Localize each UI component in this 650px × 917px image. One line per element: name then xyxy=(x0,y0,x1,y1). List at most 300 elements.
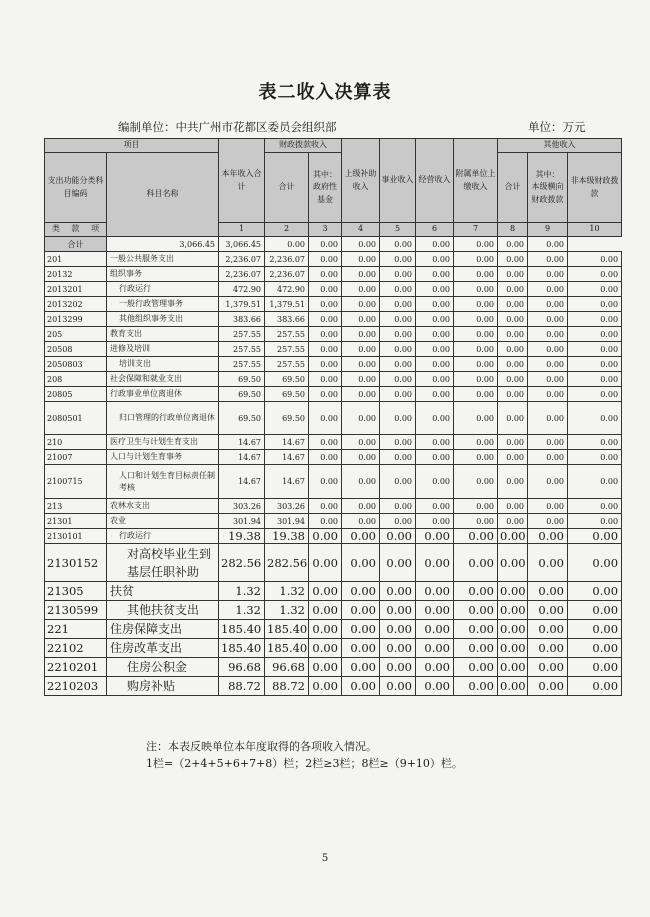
value-cell: 0.00 xyxy=(528,658,568,677)
value-cell: 0.00 xyxy=(380,658,416,677)
value-cell: 0.00 xyxy=(380,620,416,639)
value-cell: 257.55 xyxy=(265,357,309,372)
table-row xyxy=(45,658,622,677)
header-fiscal-gov-fund: 其中：政府性基金 xyxy=(309,153,342,223)
value-cell: 0.00 xyxy=(528,514,568,529)
value-cell: 0.00 xyxy=(528,601,568,620)
value-cell: 2,236.07 xyxy=(219,267,265,282)
value-cell: 0.00 xyxy=(498,639,528,658)
subject-code: 201 xyxy=(45,252,107,267)
value-cell: 0.00 xyxy=(528,387,568,402)
header-attached: 附属单位上缴收入 xyxy=(454,139,498,223)
value-cell: 2,236.07 xyxy=(219,252,265,267)
subject-name: 对高校毕业生到基层任职补助 xyxy=(107,544,219,582)
value-cell: 0.00 xyxy=(380,252,416,267)
value-cell: 0.00 xyxy=(568,372,622,387)
value-cell: 0.00 xyxy=(568,450,622,465)
value-cell: 0.00 xyxy=(342,402,380,435)
header-kind-lei: 类 xyxy=(51,224,60,234)
value-cell: 0.00 xyxy=(528,267,568,282)
table-row xyxy=(45,529,622,544)
value-cell: 0.00 xyxy=(498,312,528,327)
value-cell: 0.00 xyxy=(454,435,498,450)
value-cell: 0.00 xyxy=(309,252,342,267)
subject-name: 住房改革支出 xyxy=(107,639,219,658)
value-cell: 1.32 xyxy=(219,582,265,601)
col-num-10: 10 xyxy=(568,223,622,237)
table-row xyxy=(45,465,622,499)
value-cell: 257.55 xyxy=(219,357,265,372)
value-cell: 0.00 xyxy=(498,435,528,450)
header-same-level xyxy=(528,153,568,223)
value-cell: 282.56 xyxy=(265,544,309,582)
value-cell: 0.00 xyxy=(380,677,416,696)
value-cell: 0.00 xyxy=(568,499,622,514)
value-cell: 0.00 xyxy=(416,282,454,297)
value-cell: 0.00 xyxy=(568,312,622,327)
value-cell: 0.00 xyxy=(342,387,380,402)
value-cell: 0.00 xyxy=(568,435,622,450)
subject-name: 其他扶贫支出 xyxy=(107,601,219,620)
value-cell: 0.00 xyxy=(342,499,380,514)
value-cell: 0.00 xyxy=(528,282,568,297)
value-cell: 0.00 xyxy=(342,267,380,282)
value-cell: 0.00 xyxy=(309,402,342,435)
value-cell: 0.00 xyxy=(342,327,380,342)
value-cell: 0.00 xyxy=(416,639,454,658)
value-cell: 257.55 xyxy=(265,342,309,357)
value-cell: 0.00 xyxy=(380,435,416,450)
value-cell: 0.00 xyxy=(498,252,528,267)
value-cell: 14.67 xyxy=(219,450,265,465)
value-cell: 0.00 xyxy=(380,402,416,435)
value-cell: 0.00 xyxy=(454,372,498,387)
subject-code: 2130599 xyxy=(45,601,107,620)
value-cell: 0.00 xyxy=(454,514,498,529)
value-cell: 14.67 xyxy=(265,450,309,465)
value-cell: 0.00 xyxy=(568,658,622,677)
header-non-same-level: 非本级财政拨款 xyxy=(568,153,622,223)
subject-code: 2013299 xyxy=(45,312,107,327)
value-cell: 383.66 xyxy=(265,312,309,327)
value-cell: 0.00 xyxy=(309,297,342,312)
value-cell: 0.00 xyxy=(309,582,342,601)
value-cell: 0.00 xyxy=(342,465,380,499)
value-cell: 0.00 xyxy=(416,514,454,529)
col-num-4: 4 xyxy=(342,223,380,237)
value-cell: 0.00 xyxy=(380,450,416,465)
value-cell: 69.50 xyxy=(265,402,309,435)
value-cell: 0.00 xyxy=(309,450,342,465)
subject-code: 2210201 xyxy=(45,658,107,677)
value-cell: 14.67 xyxy=(219,465,265,499)
value-cell: 0.00 xyxy=(309,327,342,342)
subject-code: 210 xyxy=(45,435,107,450)
value-cell: 0.00 xyxy=(528,620,568,639)
value-cell: 0.00 xyxy=(454,677,498,696)
value-cell: 0.00 xyxy=(342,514,380,529)
value-cell: 0.00 xyxy=(498,582,528,601)
value-cell: 0.00 xyxy=(416,435,454,450)
subject-name: 行政事业单位离退休 xyxy=(107,387,219,402)
value-cell: 0.00 xyxy=(416,297,454,312)
value-cell: 0.00 xyxy=(568,297,622,312)
table-row xyxy=(45,252,622,267)
value-cell: 0.00 xyxy=(454,450,498,465)
value-cell: 0.00 xyxy=(342,282,380,297)
value-cell: 0.00 xyxy=(309,529,342,544)
value-cell: 257.55 xyxy=(219,342,265,357)
value-cell: 0.00 xyxy=(309,372,342,387)
value-cell: 0.00 xyxy=(498,514,528,529)
value-cell: 0.00 xyxy=(416,601,454,620)
subject-code: 21301 xyxy=(45,514,107,529)
value-cell: 0.00 xyxy=(568,252,622,267)
value-cell: 472.90 xyxy=(265,282,309,297)
header-upper: 上级补助收入 xyxy=(342,139,380,223)
subject-name: 农林水支出 xyxy=(107,499,219,514)
value-cell: 0.00 xyxy=(528,582,568,601)
value-cell: 0.00 xyxy=(416,327,454,342)
value-cell: 0.00 xyxy=(454,297,498,312)
subject-code: 2100715 xyxy=(45,465,107,499)
value-cell: 0.00 xyxy=(528,544,568,582)
value-cell: 0.00 xyxy=(498,465,528,499)
table-row xyxy=(45,450,622,465)
value-cell: 0.00 xyxy=(528,639,568,658)
value-cell: 19.38 xyxy=(219,529,265,544)
value-cell: 0.00 xyxy=(498,499,528,514)
value-cell: 0.00 xyxy=(528,342,568,357)
table-row xyxy=(45,282,622,297)
total-label: 合计 xyxy=(45,237,107,252)
table-row xyxy=(45,387,622,402)
value-cell: 0.00 xyxy=(380,529,416,544)
subject-name: 进修及培训 xyxy=(107,342,219,357)
total-cell: 0.00 xyxy=(342,237,380,252)
table-row xyxy=(45,514,622,529)
value-cell: 0.00 xyxy=(528,252,568,267)
col-num-2: 2 xyxy=(265,223,309,237)
table-row xyxy=(45,357,622,372)
value-cell: 0.00 xyxy=(416,252,454,267)
value-cell: 301.94 xyxy=(219,514,265,529)
value-cell: 0.00 xyxy=(416,529,454,544)
value-cell: 0.00 xyxy=(528,372,568,387)
value-cell: 0.00 xyxy=(454,402,498,435)
value-cell: 0.00 xyxy=(568,282,622,297)
value-cell: 69.50 xyxy=(219,387,265,402)
table-row xyxy=(45,582,622,601)
value-cell: 0.00 xyxy=(342,312,380,327)
value-cell: 1,379.51 xyxy=(265,297,309,312)
value-cell: 185.40 xyxy=(265,620,309,639)
value-cell: 0.00 xyxy=(498,544,528,582)
value-cell: 0.00 xyxy=(309,465,342,499)
value-cell: 0.00 xyxy=(454,342,498,357)
value-cell: 1,379.51 xyxy=(219,297,265,312)
value-cell: 0.00 xyxy=(342,450,380,465)
subject-name: 组织事务 xyxy=(107,267,219,282)
value-cell: 0.00 xyxy=(498,402,528,435)
value-cell: 0.00 xyxy=(568,639,622,658)
subject-code: 2080501 xyxy=(45,402,107,435)
total-cell: 0.00 xyxy=(528,237,568,252)
subject-code: 2013201 xyxy=(45,282,107,297)
value-cell: 0.00 xyxy=(416,677,454,696)
table-row xyxy=(45,402,622,435)
value-cell: 0.00 xyxy=(380,282,416,297)
col-num-9: 9 xyxy=(528,223,568,237)
subject-name: 扶贫 xyxy=(107,582,219,601)
value-cell: 69.50 xyxy=(219,402,265,435)
total-cell: 3,066.45 xyxy=(219,237,265,252)
value-cell: 0.00 xyxy=(342,677,380,696)
value-cell: 0.00 xyxy=(416,499,454,514)
col-num-1: 1 xyxy=(219,223,265,237)
total-cell: 0.00 xyxy=(416,237,454,252)
header-other-total: 合计 xyxy=(498,153,528,223)
subject-name: 人口和计划生育目标责任制考核 xyxy=(107,465,219,499)
value-cell: 0.00 xyxy=(309,357,342,372)
value-cell: 0.00 xyxy=(342,601,380,620)
value-cell: 69.50 xyxy=(265,372,309,387)
value-cell: 0.00 xyxy=(380,514,416,529)
value-cell: 0.00 xyxy=(528,499,568,514)
value-cell: 0.00 xyxy=(498,372,528,387)
value-cell: 0.00 xyxy=(309,312,342,327)
value-cell: 0.00 xyxy=(380,499,416,514)
value-cell: 0.00 xyxy=(309,282,342,297)
value-cell: 0.00 xyxy=(454,601,498,620)
value-cell: 0.00 xyxy=(309,342,342,357)
value-cell: 0.00 xyxy=(454,499,498,514)
value-cell: 0.00 xyxy=(568,387,622,402)
value-cell: 14.67 xyxy=(265,465,309,499)
value-cell: 303.26 xyxy=(219,499,265,514)
value-cell: 0.00 xyxy=(342,252,380,267)
value-cell: 0.00 xyxy=(309,514,342,529)
total-cell: 0.00 xyxy=(265,237,309,252)
org-label: 编制单位：中共广州市花都区委员会组织部 xyxy=(118,120,337,134)
header-total-income: 本年收入合计 xyxy=(219,139,265,223)
value-cell: 0.00 xyxy=(498,529,528,544)
header-kind-kuan: 款 xyxy=(71,224,80,234)
subject-code: 21305 xyxy=(45,582,107,601)
value-cell: 0.00 xyxy=(454,327,498,342)
value-cell: 0.00 xyxy=(380,639,416,658)
value-cell: 0.00 xyxy=(498,620,528,639)
value-cell: 0.00 xyxy=(498,677,528,696)
col-num-6: 6 xyxy=(416,223,454,237)
subject-code: 2013202 xyxy=(45,297,107,312)
subject-code: 2210203 xyxy=(45,677,107,696)
value-cell: 0.00 xyxy=(454,658,498,677)
value-cell: 0.00 xyxy=(568,402,622,435)
subject-name: 培训支出 xyxy=(107,357,219,372)
value-cell: 0.00 xyxy=(380,267,416,282)
value-cell: 0.00 xyxy=(528,465,568,499)
value-cell: 0.00 xyxy=(309,658,342,677)
value-cell: 0.00 xyxy=(454,639,498,658)
value-cell: 88.72 xyxy=(265,677,309,696)
subject-code: 2130152 xyxy=(45,544,107,582)
total-cell: 0.00 xyxy=(454,237,498,252)
value-cell: 0.00 xyxy=(309,435,342,450)
subject-name: 人口与计划生育事务 xyxy=(107,450,219,465)
value-cell: 0.00 xyxy=(416,582,454,601)
table-row xyxy=(45,267,622,282)
value-cell: 0.00 xyxy=(416,658,454,677)
subject-name: 行政运行 xyxy=(107,529,219,544)
value-cell: 0.00 xyxy=(568,529,622,544)
value-cell: 0.00 xyxy=(568,342,622,357)
col-num-7: 7 xyxy=(454,223,498,237)
header-career: 事业收入 xyxy=(380,139,416,223)
header-project: 项目 xyxy=(45,139,219,153)
value-cell: 0.00 xyxy=(498,342,528,357)
table-row xyxy=(45,544,622,582)
table-row xyxy=(45,327,622,342)
value-cell: 0.00 xyxy=(380,327,416,342)
value-cell: 1.32 xyxy=(219,601,265,620)
value-cell: 0.00 xyxy=(380,387,416,402)
value-cell: 0.00 xyxy=(380,582,416,601)
value-cell: 0.00 xyxy=(380,312,416,327)
subject-code: 20508 xyxy=(45,342,107,357)
value-cell: 19.38 xyxy=(265,529,309,544)
value-cell: 301.94 xyxy=(265,514,309,529)
subject-name: 社会保障和就业支出 xyxy=(107,372,219,387)
value-cell: 0.00 xyxy=(309,601,342,620)
table-row xyxy=(45,312,622,327)
value-cell: 0.00 xyxy=(568,357,622,372)
value-cell: 0.00 xyxy=(454,387,498,402)
value-cell: 0.00 xyxy=(454,282,498,297)
page-number: 5 xyxy=(321,853,329,864)
value-cell: 0.00 xyxy=(416,544,454,582)
value-cell: 0.00 xyxy=(380,372,416,387)
subject-name: 医疗卫生与计划生育支出 xyxy=(107,435,219,450)
subject-code: 2050803 xyxy=(45,357,107,372)
subject-code: 2130101 xyxy=(45,529,107,544)
value-cell: 0.00 xyxy=(342,342,380,357)
header-code-col: 支出功能分类科目编码 xyxy=(45,153,107,223)
subject-code: 20132 xyxy=(45,267,107,282)
value-cell: 0.00 xyxy=(380,465,416,499)
total-row xyxy=(45,237,622,252)
subject-name: 住房保障支出 xyxy=(107,620,219,639)
value-cell: 0.00 xyxy=(454,312,498,327)
value-cell: 0.00 xyxy=(380,297,416,312)
value-cell: 0.00 xyxy=(416,267,454,282)
subject-name: 住房公积金 xyxy=(107,658,219,677)
value-cell: 0.00 xyxy=(416,620,454,639)
page-title: 表二收入决算表 xyxy=(258,82,392,103)
table-row xyxy=(45,297,622,312)
value-cell: 0.00 xyxy=(454,252,498,267)
subject-code: 221 xyxy=(45,620,107,639)
value-cell: 0.00 xyxy=(498,297,528,312)
note-1: 注：本表反映单位本年度取得的各项收入情况。 xyxy=(146,740,377,753)
header-other: 其他收入 xyxy=(498,139,622,153)
table-row xyxy=(45,601,622,620)
value-cell: 0.00 xyxy=(309,267,342,282)
value-cell: 0.00 xyxy=(528,435,568,450)
value-cell: 282.56 xyxy=(219,544,265,582)
table-row xyxy=(45,372,622,387)
value-cell: 0.00 xyxy=(342,620,380,639)
subject-code: 208 xyxy=(45,372,107,387)
value-cell: 0.00 xyxy=(342,435,380,450)
value-cell: 0.00 xyxy=(342,357,380,372)
value-cell: 0.00 xyxy=(528,312,568,327)
value-cell: 0.00 xyxy=(454,582,498,601)
value-cell: 472.90 xyxy=(219,282,265,297)
total-cell: 0.00 xyxy=(380,237,416,252)
value-cell: 0.00 xyxy=(342,544,380,582)
subject-name: 一般公共服务支出 xyxy=(107,252,219,267)
header-of-which: 其中： xyxy=(535,169,560,179)
value-cell: 383.66 xyxy=(219,312,265,327)
col-num-3: 3 xyxy=(309,223,342,237)
value-cell: 96.68 xyxy=(219,658,265,677)
subject-name: 购房补贴 xyxy=(107,677,219,696)
table-row xyxy=(45,435,622,450)
value-cell: 0.00 xyxy=(309,499,342,514)
value-cell: 0.00 xyxy=(498,387,528,402)
value-cell: 14.67 xyxy=(219,435,265,450)
value-cell: 0.00 xyxy=(454,620,498,639)
subject-name: 教育支出 xyxy=(107,327,219,342)
col-num-8: 8 xyxy=(498,223,528,237)
table-row xyxy=(45,620,622,639)
value-cell: 0.00 xyxy=(568,465,622,499)
subject-name: 一般行政管理事务 xyxy=(107,297,219,312)
subject-code: 213 xyxy=(45,499,107,514)
value-cell: 0.00 xyxy=(342,529,380,544)
unit-label: 单位：万元 xyxy=(528,120,586,134)
value-cell: 1.32 xyxy=(265,601,309,620)
value-cell: 0.00 xyxy=(380,357,416,372)
value-cell: 185.40 xyxy=(219,639,265,658)
value-cell: 0.00 xyxy=(416,342,454,357)
header-kind-xiang: 项 xyxy=(91,224,100,234)
subject-code: 21007 xyxy=(45,450,107,465)
subject-name: 归口管理的行政单位离退休 xyxy=(107,402,219,435)
value-cell: 0.00 xyxy=(454,529,498,544)
note-2: 1栏=（2+4+5+6+7+8）栏；2栏≥3栏；8栏≥（9+10）栏。 xyxy=(146,757,463,770)
header-fiscal-total: 合计 xyxy=(265,153,309,223)
value-cell: 0.00 xyxy=(416,402,454,435)
value-cell: 0.00 xyxy=(309,620,342,639)
value-cell: 0.00 xyxy=(498,601,528,620)
value-cell: 0.00 xyxy=(342,297,380,312)
value-cell: 0.00 xyxy=(528,529,568,544)
header-name-col: 科目名称 xyxy=(107,153,219,237)
value-cell: 14.67 xyxy=(265,435,309,450)
value-cell: 96.68 xyxy=(265,658,309,677)
value-cell: 0.00 xyxy=(380,342,416,357)
value-cell: 0.00 xyxy=(498,282,528,297)
table-row xyxy=(45,677,622,696)
value-cell: 0.00 xyxy=(498,357,528,372)
value-cell: 0.00 xyxy=(309,544,342,582)
col-num-5: 5 xyxy=(380,223,416,237)
table-row xyxy=(45,639,622,658)
value-cell: 0.00 xyxy=(454,267,498,282)
value-cell: 0.00 xyxy=(568,544,622,582)
